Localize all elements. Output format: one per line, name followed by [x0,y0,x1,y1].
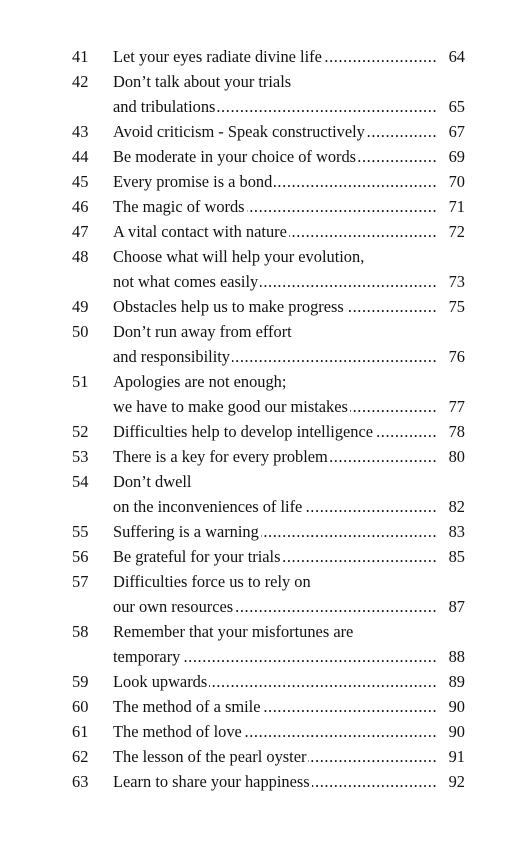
toc-entry [0,219,529,244]
toc-entry-title [113,169,437,194]
toc-entry-title-text: Let your eyes radiate divine life [113,47,322,66]
toc-entry [0,44,529,69]
toc-entry-title [113,519,437,544]
toc-entry-number: 58 [72,622,89,641]
toc-entry-number: 45 [72,172,89,191]
toc-entry-number: 44 [72,147,89,166]
toc-entry-line [0,419,529,444]
toc-entry-page: 85 [448,547,465,566]
toc-entry-number: 43 [72,122,89,141]
toc-entry-title [113,319,437,344]
toc-entry-page: 71 [448,197,465,216]
toc-entry-title [113,744,437,769]
toc-entry-line [0,494,529,519]
toc-entry-number: 63 [72,772,89,791]
toc-entry [0,444,529,469]
toc-entry-line [0,694,529,719]
toc-entry-line [0,194,529,219]
toc-entry-number: 42 [72,72,89,91]
toc-entry-title-text: The magic of words [113,197,245,216]
toc-entry-title-text: our own resources [113,597,234,616]
toc-entry [0,369,529,419]
toc-entry-page: 87 [448,597,465,616]
toc-entry [0,619,529,669]
toc-entry-number: 55 [72,522,89,541]
toc-entry-title-text: There is a key for every problem [113,447,328,466]
toc-entry [0,319,529,369]
toc-entry-title-text: Obstacles help us to make progress [113,297,344,316]
toc-entry-title [113,369,437,394]
toc-entry-title [113,219,437,244]
toc-entry-page: 76 [448,347,465,366]
toc-entry-line [0,569,529,594]
toc-entry-title-text: Apologies are not enough; [113,372,287,391]
toc-entry [0,469,529,519]
toc-entry-title-text: The method of love [113,722,242,741]
toc-entry-title-text: Be grateful for your trials [113,547,281,566]
toc-entry [0,294,529,319]
toc-entry-title [113,569,437,594]
toc-entry-number: 48 [72,247,89,266]
toc-entry-number: 60 [72,697,89,716]
toc-entry-line [0,94,529,119]
toc-entry-title-text: we have to make good our mistakes [113,397,348,416]
toc-entry-title [113,694,437,719]
toc-entry-title [113,194,437,219]
toc-entry-page: 78 [448,422,465,441]
toc-entry-page: 65 [448,97,465,116]
toc-entry [0,419,529,444]
toc-entry-title [113,644,437,669]
toc-entry [0,194,529,219]
toc-entry-title-text: A vital contact with nature [113,222,287,241]
toc-entry-line [0,719,529,744]
toc-entry-page: 64 [448,47,465,66]
toc-entry-title-text: Difficulties force us to rely on [113,572,311,591]
toc-entry-line [0,69,529,94]
toc-entry-title-text: Avoid criticism - Speak constructively [113,122,365,141]
toc-entry-line [0,244,529,269]
toc-entry-title [113,719,437,744]
toc-entry-number: 53 [72,447,89,466]
toc-entry-title [113,144,437,169]
toc-entry-line [0,294,529,319]
toc-entry-number: 54 [72,472,89,491]
table-of-contents [0,44,529,794]
toc-entry-title [113,469,437,494]
toc-entry [0,544,529,569]
toc-entry-title-text: Don’t talk about your trials [113,72,292,91]
toc-entry-line [0,369,529,394]
toc-entry-title-text: Don’t dwell [113,472,192,491]
toc-entry-page: 73 [448,272,465,291]
toc-entry-number: 52 [72,422,89,441]
toc-entry-line [0,744,529,769]
toc-entry-title-text: The lesson of the pearl oyster [113,747,307,766]
toc-entry-title-text: Look upwards [113,672,208,691]
toc-entry-title [113,94,437,119]
toc-entry [0,669,529,694]
toc-entry-title [113,269,437,294]
toc-entry-line [0,444,529,469]
toc-entry-number: 62 [72,747,89,766]
toc-entry-number: 57 [72,572,89,591]
toc-entry-title-text: Don’t run away from effort [113,322,292,341]
toc-entry-page: 75 [448,297,465,316]
toc-entry [0,244,529,294]
toc-entry-title-text: Be moderate in your choice of words [113,147,357,166]
toc-entry-title-text: Every promise is a bond [113,172,273,191]
toc-entry-page: 80 [448,447,465,466]
toc-entry-page: 88 [448,647,465,666]
toc-entry-title-text: temporary [113,647,181,666]
toc-entry-title-text: Learn to share your happiness [113,772,310,791]
toc-entry [0,69,529,119]
toc-entry-line [0,319,529,344]
toc-entry-number: 50 [72,322,89,341]
toc-entry-title [113,419,437,444]
toc-entry-page: 77 [448,397,465,416]
toc-entry-line [0,344,529,369]
toc-entry [0,719,529,744]
toc-entry-line [0,769,529,794]
toc-entry-page: 90 [448,722,465,741]
toc-entry-title [113,394,437,419]
toc-entry-title [113,669,437,694]
toc-entry-line [0,644,529,669]
toc-entry-title [113,619,437,644]
toc-entry-title-text: The method of a smile [113,697,261,716]
toc-entry-page: 82 [448,497,465,516]
toc-entry-title-text: Suffering is a warning [113,522,259,541]
toc-entry-title [113,119,437,144]
toc-entry-page: 89 [448,672,465,691]
toc-entry [0,144,529,169]
toc-entry-line [0,544,529,569]
toc-entry-line [0,119,529,144]
toc-entry-title-text: and tribulations [113,97,216,116]
toc-entry-line [0,144,529,169]
toc-entry-line [0,469,529,494]
toc-entry-line [0,394,529,419]
toc-entry-line [0,619,529,644]
toc-entry-title [113,494,437,519]
toc-entry-line [0,169,529,194]
toc-entry-title-text: Difficulties help to develop intelligence [113,422,374,441]
toc-entry [0,744,529,769]
toc-entry-number: 61 [72,722,89,741]
toc-entry-title [113,544,437,569]
toc-entry-title [113,344,437,369]
toc-entry [0,694,529,719]
toc-entry-title [113,44,437,69]
toc-entry-title-text: on the inconveniences of life [113,497,303,516]
toc-entry-line [0,669,529,694]
toc-entry-title-text: and responsibility [113,347,230,366]
toc-entry-title-text: Choose what will help your evolution, [113,247,365,266]
toc-entry-line [0,44,529,69]
toc-entry-page: 67 [448,122,465,141]
toc-entry-title [113,69,437,94]
toc-entry [0,169,529,194]
toc-entry-title-text: Remember that your misfortunes are [113,622,354,641]
toc-entry-title [113,244,437,269]
toc-entry-title [113,769,437,794]
toc-entry-title [113,594,437,619]
toc-entry-number: 56 [72,547,89,566]
toc-entry [0,569,529,619]
toc-entry-title [113,444,437,469]
toc-entry-number: 59 [72,672,89,691]
toc-entry-number: 51 [72,372,89,391]
toc-entry [0,519,529,544]
toc-entry-number: 47 [72,222,89,241]
toc-entry-page: 92 [448,772,465,791]
toc-entry [0,769,529,794]
toc-entry-line [0,219,529,244]
toc-entry-number: 46 [72,197,89,216]
toc-entry-title-text: not what comes easily [113,272,259,291]
toc-entry-page: 83 [448,522,465,541]
toc-entry-page: 69 [448,147,465,166]
toc-entry-page: 70 [448,172,465,191]
toc-entry-line [0,519,529,544]
toc-entry-number: 41 [72,47,89,66]
toc-entry-line [0,269,529,294]
toc-entry-page: 91 [448,747,465,766]
toc-entry [0,119,529,144]
toc-entry-title [113,294,437,319]
toc-entry-number: 49 [72,297,89,316]
toc-entry-page: 90 [448,697,465,716]
toc-entry-line [0,594,529,619]
toc-entry-page: 72 [448,222,465,241]
